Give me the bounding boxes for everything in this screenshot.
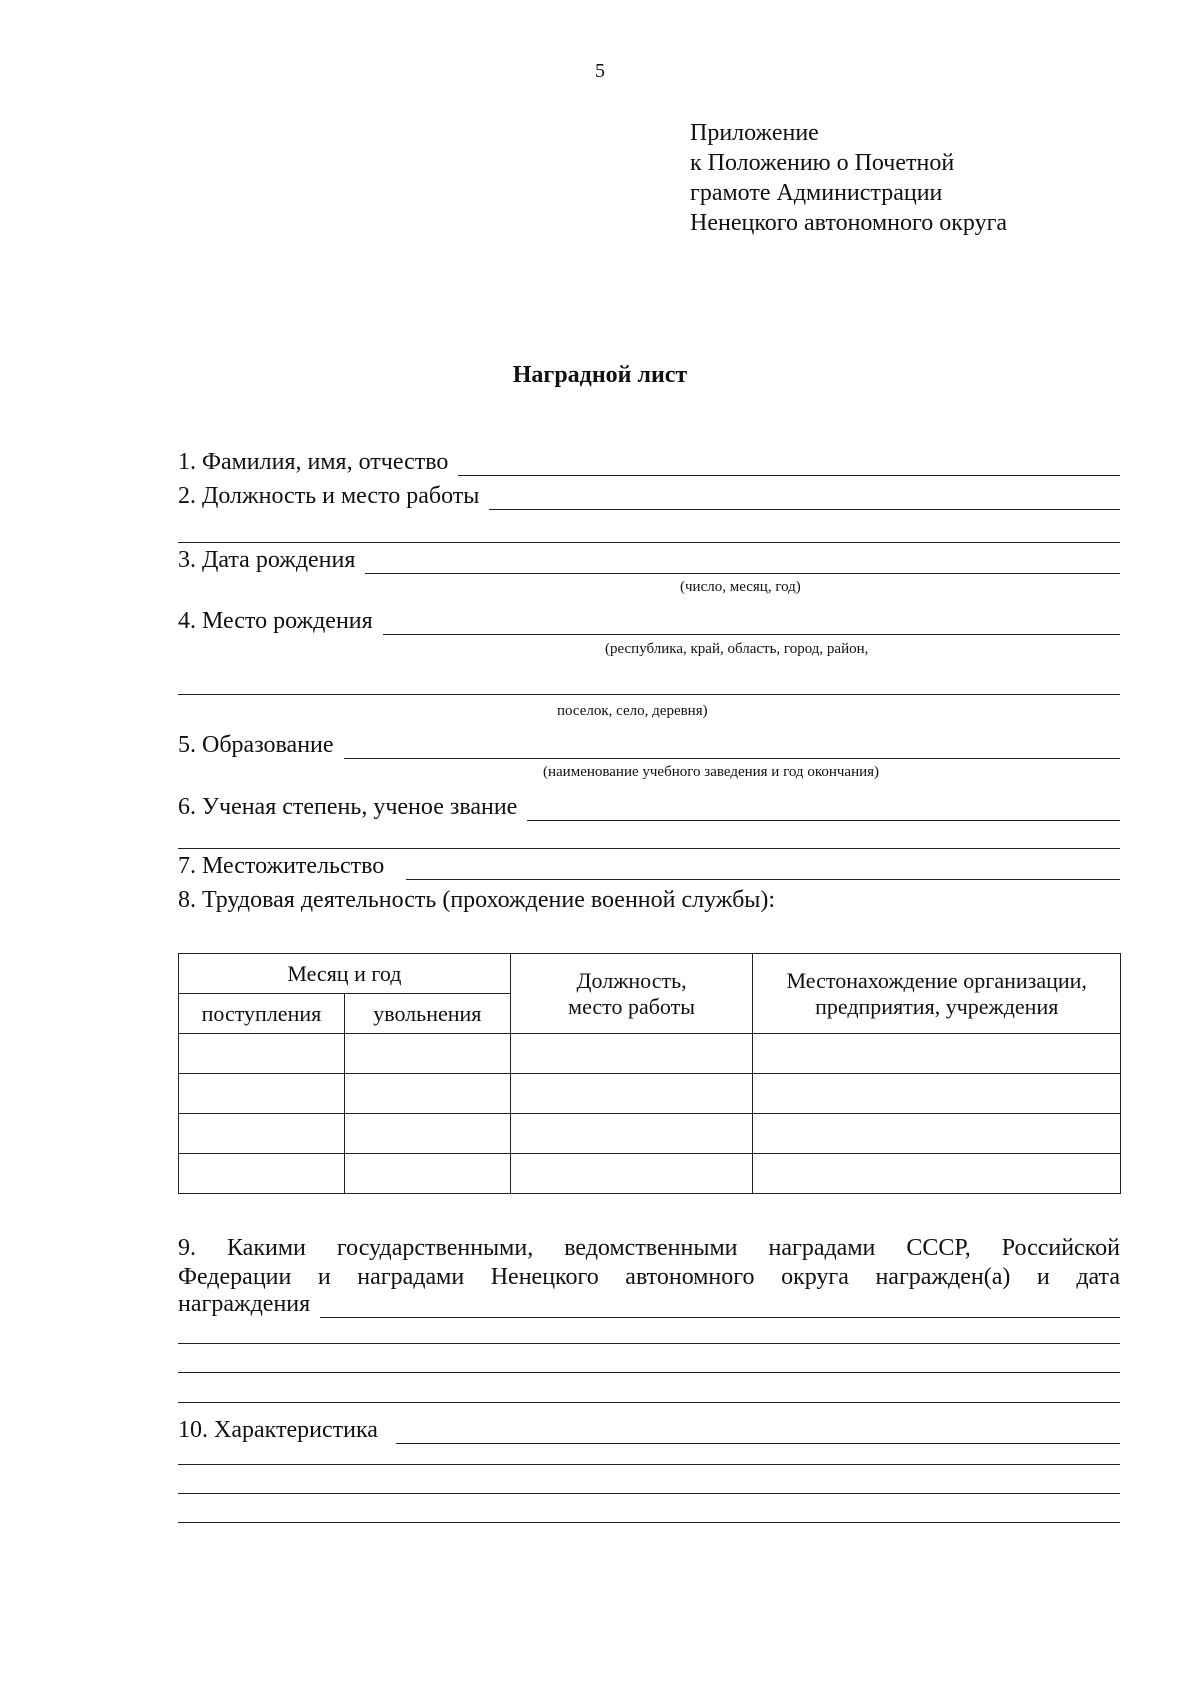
field-residence: [178, 852, 1120, 880]
birth-date-input-line[interactable]: [365, 551, 1120, 574]
characteristic-input-line-2[interactable]: [178, 1464, 1120, 1465]
position-input-line-2[interactable]: [178, 542, 1120, 543]
awards-input-line-3[interactable]: [178, 1372, 1120, 1373]
field-degree-label: 6. Ученая степень, ученое звание: [178, 794, 518, 820]
location-header-line-1: Местонахождение организации,: [786, 967, 1087, 993]
characteristic-input-line-3[interactable]: [178, 1493, 1120, 1494]
position-header-line-1: Должность,: [576, 967, 687, 993]
table-row: [179, 1034, 1121, 1074]
awards-label-line-2: Федерации и наградами Ненецкого автономного округа награжден(а) и дата: [178, 1264, 1120, 1290]
field-education-label: 5. Образование: [178, 732, 334, 758]
field-position-label: 2. Должность и место работы: [178, 483, 480, 509]
degree-input-line-2[interactable]: [178, 848, 1120, 849]
document-title: Наградной лист: [512, 362, 688, 388]
table-cell[interactable]: [753, 1074, 1121, 1114]
appendix-header: [690, 118, 1007, 238]
table-cell[interactable]: [510, 1114, 753, 1154]
table-cell[interactable]: [753, 1034, 1121, 1074]
table-cell[interactable]: [510, 1074, 753, 1114]
field-awards-date: [178, 1290, 1120, 1318]
table-cell[interactable]: [510, 1034, 753, 1074]
characteristic-label: 10. Характеристика: [178, 1417, 378, 1443]
awards-label-line-3: награждения: [178, 1291, 311, 1317]
birth-place-input-line-2[interactable]: [178, 694, 1120, 695]
appendix-line-4: Ненецкого автономного округа: [690, 210, 1008, 236]
table-row: [179, 1074, 1121, 1114]
characteristic-input-line-4[interactable]: [178, 1522, 1120, 1523]
month-year-header: Месяц и год: [179, 954, 511, 994]
field-birth-place: [178, 607, 1120, 635]
field-birth-date: [178, 546, 1120, 574]
appendix-line-1: Приложение: [690, 120, 819, 146]
work-history-table: [178, 953, 1121, 1194]
field-birth-date-label: 3. Дата рождения: [178, 547, 356, 573]
position-header-line-2: место работы: [568, 993, 696, 1019]
table-cell[interactable]: [344, 1154, 510, 1194]
start-date-header: поступления: [179, 994, 345, 1034]
work-history-label: 8. Трудовая деятельность (прохождение военной службы):: [178, 887, 776, 913]
field-work-history-heading: [178, 886, 1120, 914]
table-cell[interactable]: [344, 1074, 510, 1114]
table-cell[interactable]: [753, 1114, 1121, 1154]
position-input-line[interactable]: [489, 487, 1120, 510]
appendix-line-2: к Положению о Почетной: [690, 150, 955, 176]
degree-input-line[interactable]: [527, 798, 1120, 821]
birth-place-hint-1: (республика, край, область, город, район,: [605, 641, 869, 657]
table-cell[interactable]: [753, 1154, 1121, 1194]
field-residence-label: 7. Местожительство: [178, 853, 385, 879]
education-hint: (наименование учебного заведения и год окончания): [543, 764, 880, 780]
table-cell[interactable]: [179, 1074, 345, 1114]
awards-input-line-4[interactable]: [178, 1402, 1120, 1403]
end-date-header: увольнения: [344, 994, 510, 1034]
field-full-name: [178, 448, 1120, 476]
birth-place-hint-2: поселок, село, деревня): [557, 703, 708, 719]
table-cell[interactable]: [179, 1034, 345, 1074]
field-characteristic: [178, 1416, 1120, 1444]
page-number: 5: [595, 60, 605, 82]
awards-input-line-2[interactable]: [178, 1343, 1120, 1344]
table-cell[interactable]: [179, 1114, 345, 1154]
appendix-line-3: грамоте Администрации: [690, 180, 943, 206]
table-row: [179, 1154, 1121, 1194]
location-header: [753, 954, 1121, 1034]
awards-label-line-1: 9. Какими государственными, ведомственными наградами СССР, Российской: [178, 1235, 1120, 1261]
location-header-line-2: предприятия, учреждения: [815, 993, 1059, 1019]
birth-place-input-line[interactable]: [383, 612, 1120, 635]
education-input-line[interactable]: [344, 736, 1120, 759]
table-row: [179, 1114, 1121, 1154]
field-degree: [178, 793, 1120, 821]
field-position: [178, 482, 1120, 510]
field-full-name-label: 1. Фамилия, имя, отчество: [178, 449, 449, 475]
position-header: [510, 954, 753, 1034]
residence-input-line[interactable]: [406, 857, 1120, 880]
table-cell[interactable]: [510, 1154, 753, 1194]
birth-date-hint: (число, месяц, год): [680, 579, 801, 595]
field-education: [178, 731, 1120, 759]
characteristic-input-line[interactable]: [396, 1421, 1120, 1444]
table-cell[interactable]: [179, 1154, 345, 1194]
table-cell[interactable]: [344, 1034, 510, 1074]
awards-input-line[interactable]: [320, 1295, 1120, 1318]
field-birth-place-label: 4. Место рождения: [178, 608, 373, 634]
field-awards: [178, 1234, 1120, 1292]
table-cell[interactable]: [344, 1114, 510, 1154]
full-name-input-line[interactable]: [458, 453, 1120, 476]
